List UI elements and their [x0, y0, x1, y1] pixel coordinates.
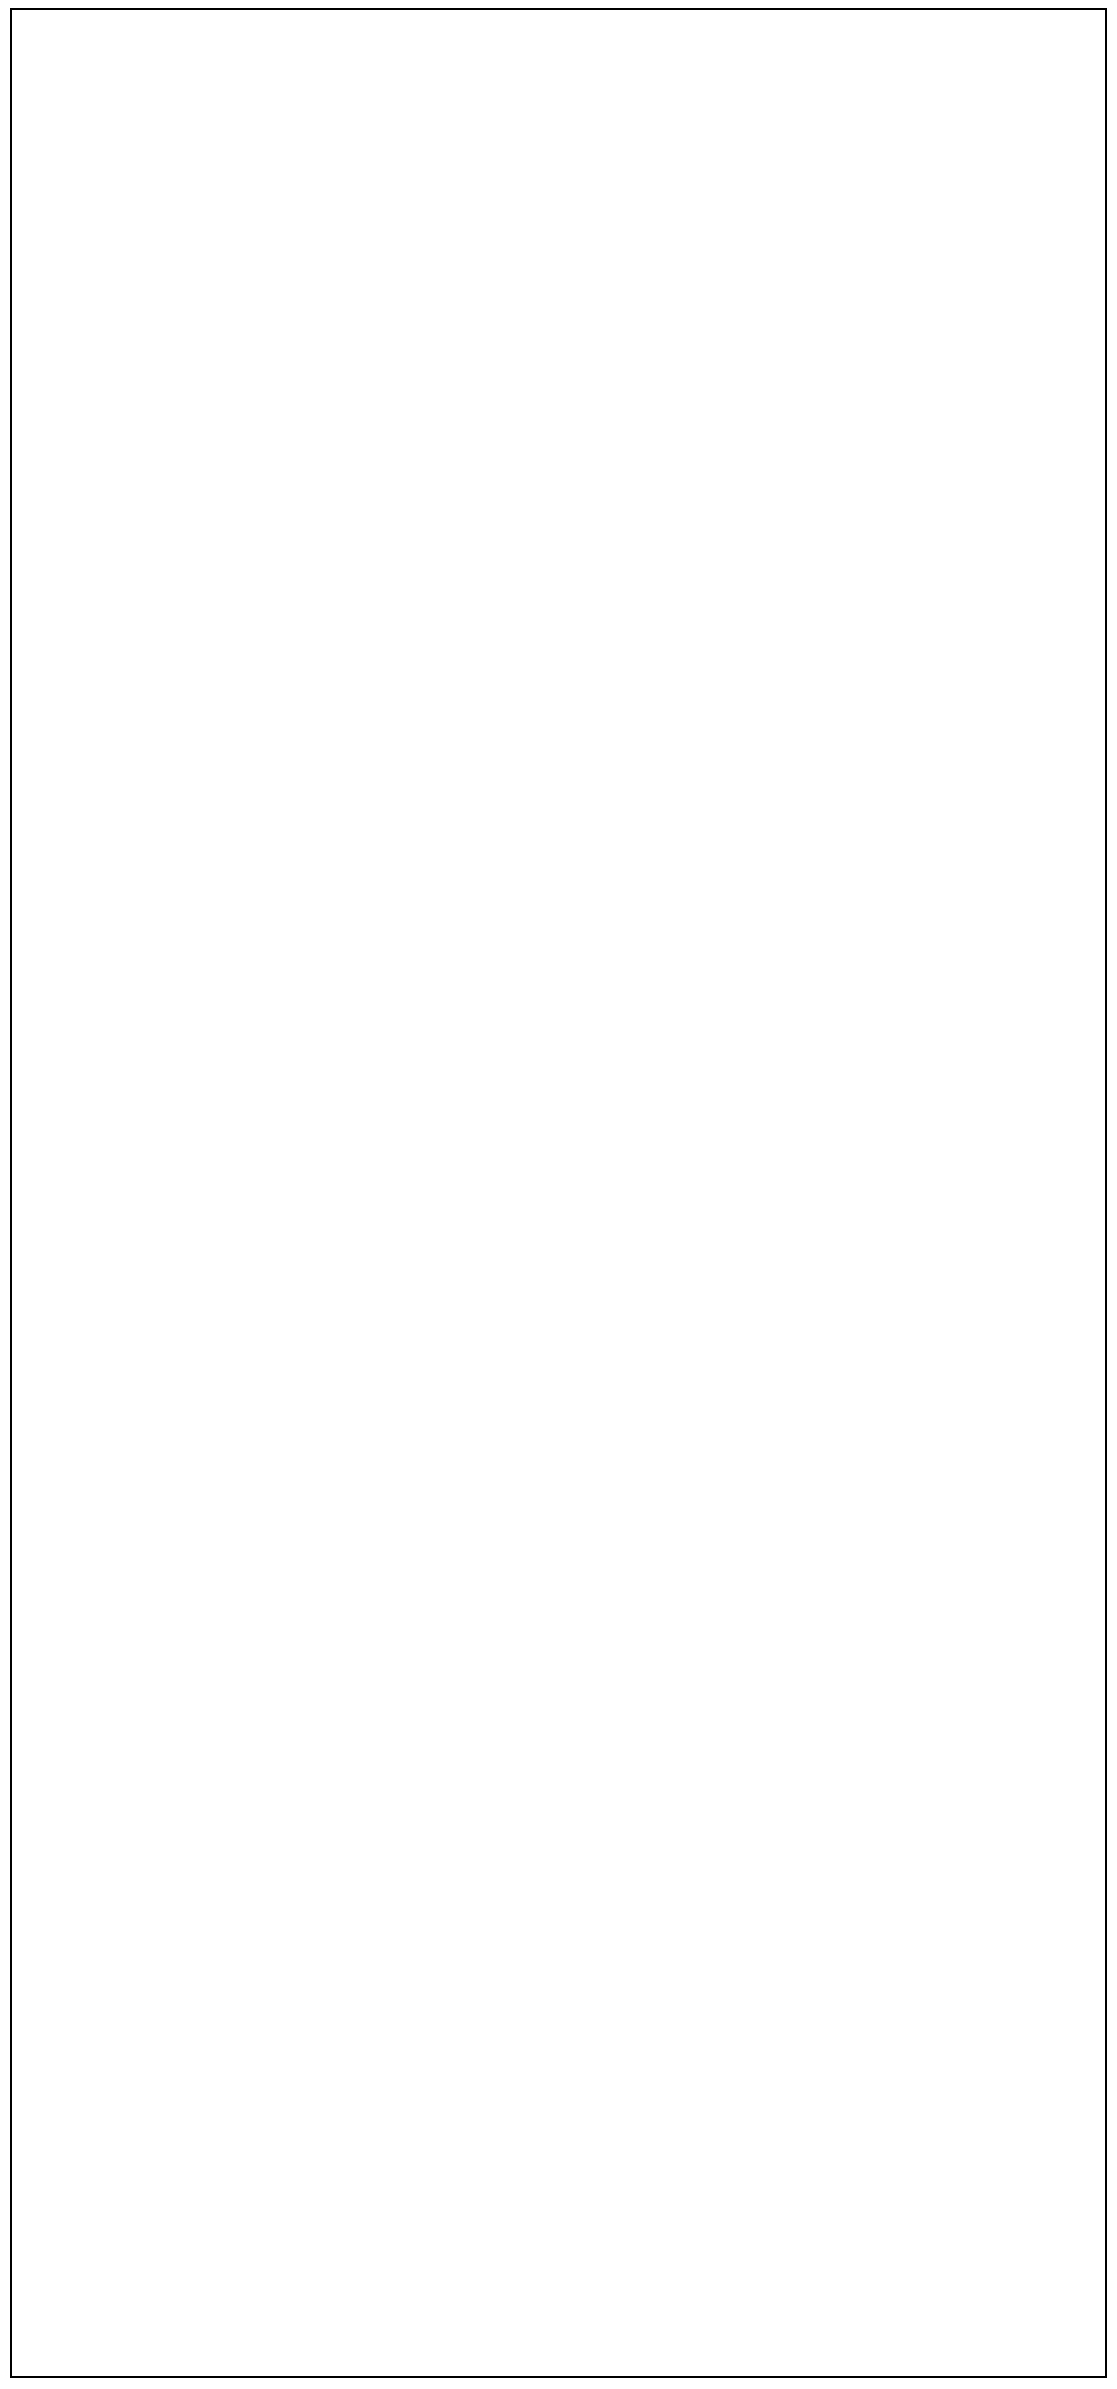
race-prediction-sheet	[10, 8, 1107, 2378]
